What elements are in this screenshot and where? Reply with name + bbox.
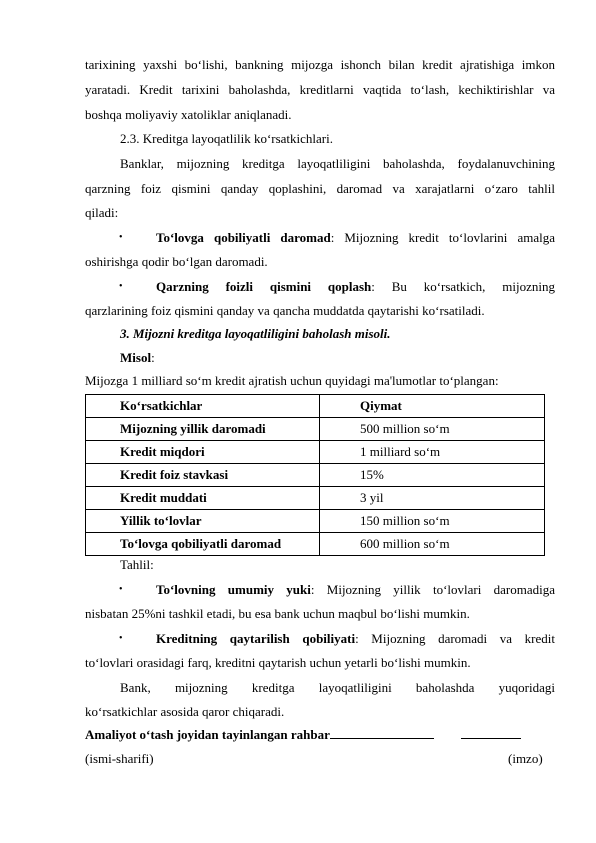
table-cell-label: Mijozning yillik daromadi — [86, 418, 320, 441]
table-row — [86, 418, 545, 441]
table-cell-label: To‘lovga qobiliyatli daromad — [86, 533, 320, 556]
paragraph-line: tarixining yaxshi bo‘lishi, bankning mijozga ishonch bilan kredit ajratishiga imkon — [85, 57, 555, 72]
table-cell-value: 150 million so‘m — [320, 510, 545, 533]
table-cell-label: Kredit miqdori — [86, 441, 320, 464]
example-heading: 3. Mijozni kreditga layoqatliligini baholash misoli. — [120, 326, 391, 341]
bullet-term: Qarzning foizli qismini qoplash — [156, 279, 372, 294]
bullet-text: : Bu ko‘rsatkich, mijozning — [371, 279, 555, 294]
sign-caption: (imzo) — [508, 751, 543, 766]
bullet-item — [156, 578, 555, 601]
paragraph-line: qarzning foiz qismini qanday qoplashini, daromad va xarajatlarni o‘zaro tahlil — [85, 181, 555, 196]
bullet-continuation: qarzlarining foiz qismini qanday va qancha muddatda qaytarishi ko‘rsatiladi. — [85, 303, 485, 318]
table-cell-value: 15% — [320, 464, 545, 487]
conclusion-line: Bank, mijozning kreditga layoqatliligini baholashda yuqoridagi — [120, 680, 555, 695]
conclusion-line: ko‘rsatkichlar asosida qaror chiqaradi. — [85, 704, 285, 719]
signature-line — [85, 723, 575, 746]
bullet-text: : Mijozning yillik to‘lovlari daromadiga — [310, 582, 555, 597]
misol-label — [120, 346, 555, 369]
bullet-continuation: nisbatan 25%ni tashkil etadi, bu esa bank uchun maqbul bo‘lishi mumkin. — [85, 606, 470, 621]
table-header-row — [86, 395, 545, 418]
bullet-continuation: to‘lovlari orasidagi farq, kreditni qaytarish uchun yetarli bo‘lishi mumkin. — [85, 655, 471, 670]
name-underline — [330, 724, 434, 739]
section-heading: 2.3. Kreditga layoqatlilik ko‘rsatkichlari. — [120, 131, 333, 146]
table-cell-value: 3 yil — [320, 487, 545, 510]
bullet-icon: • — [119, 584, 123, 595]
bullet-item — [156, 627, 555, 650]
bullet-continuation: oshirishga qodir bo‘lgan daromadi. — [85, 254, 268, 269]
paragraph-line: Banklar, mijozning kreditga layoqatliligini baholashda, foydalanuvchining — [120, 156, 555, 171]
signature-label: Amaliyot o‘tash joyidan tayinlangan rahbar — [85, 727, 330, 742]
table-header-cell: Ko‘rsatkichlar — [86, 395, 320, 418]
table-cell-label: Kredit foiz stavkasi — [86, 464, 320, 487]
bullet-icon: • — [119, 232, 123, 243]
paragraph-line: boshqa moliyaviy xatoliklar aniqlanadi. — [85, 107, 292, 122]
table-header-cell: Qiymat — [320, 395, 545, 418]
bullet-text: : Mijozning daromadi va kredit — [355, 631, 555, 646]
paragraph-line: qiladi: — [85, 205, 119, 220]
bullet-term: To‘lovga qobiliyatli daromad — [156, 230, 331, 245]
sign-underline — [461, 724, 521, 739]
bullet-icon: • — [119, 281, 123, 292]
table-row — [86, 487, 545, 510]
bullet-item — [156, 275, 555, 298]
bullet-icon: • — [119, 633, 123, 644]
table-cell-label: Yillik to‘lovlar — [86, 510, 320, 533]
table-row — [86, 464, 545, 487]
analysis-label: Tahlil: — [120, 557, 154, 572]
misol-word: Misol — [120, 350, 152, 365]
table-row — [86, 441, 545, 464]
bullet-item — [156, 226, 555, 249]
name-caption: (ismi-sharifi) — [85, 751, 154, 766]
table-row — [86, 510, 545, 533]
paragraph-line: yaratadi. Kredit tarixini baholashda, kreditlarni vaqtida to‘lash, kechiktirishlar va — [85, 82, 555, 97]
table-cell-value: 500 million so‘m — [320, 418, 545, 441]
indicators-table — [85, 394, 545, 556]
table-cell-value: 1 milliard so‘m — [320, 441, 545, 464]
bullet-term: Kreditning qaytarilish qobiliyati — [156, 631, 356, 646]
intro-text: Mijozga 1 milliard so‘m kredit ajratish uchun quyidagi ma'lumotlar to‘plangan: — [85, 373, 499, 388]
bullet-term: To‘lovning umumiy yuki — [156, 582, 311, 597]
table-cell-label: Kredit muddati — [86, 487, 320, 510]
bullet-text: : Mijozning kredit to‘lovlarini amalga — [330, 230, 555, 245]
table-cell-value: 600 million so‘m — [320, 533, 545, 556]
misol-colon: : — [151, 350, 155, 365]
